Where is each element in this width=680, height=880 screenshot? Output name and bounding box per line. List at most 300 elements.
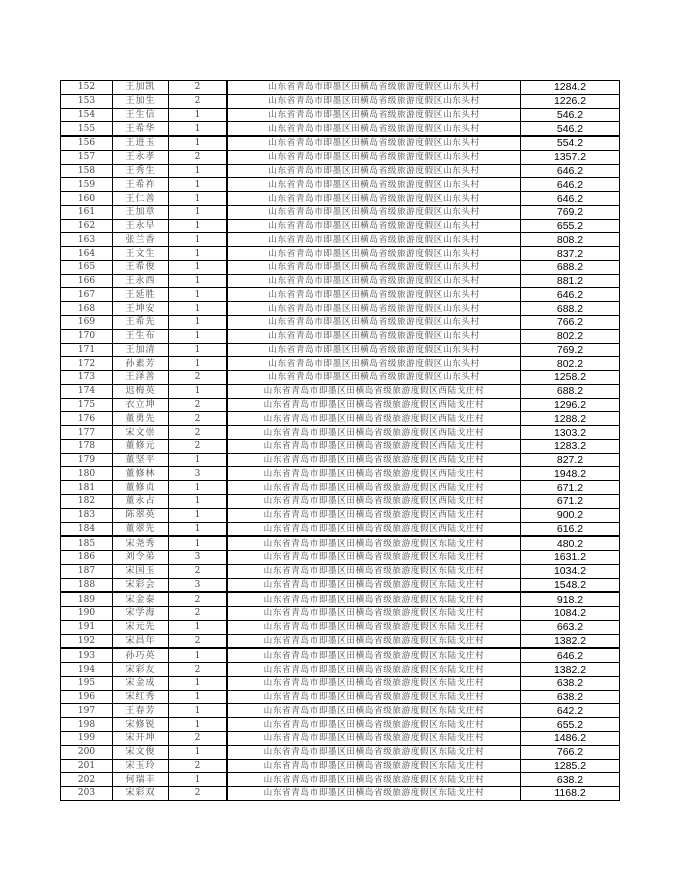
count-cell: 1 [169,648,228,662]
row-number: 169 [61,316,113,330]
table-row [61,247,620,261]
amount-cell: 1284.2 [521,81,620,95]
row-number: 181 [61,481,113,495]
amount-cell: 646.2 [521,648,620,662]
count-cell: 1 [169,260,228,274]
row-number: 193 [61,648,113,662]
name-cell: 王生布 [113,329,169,343]
count-cell: 2 [169,663,228,677]
name-cell: 宋修锐 [113,718,169,732]
row-number: 185 [61,536,113,550]
address-cell: 山东省青岛市即墨区田横岛省级旅游度假区东陆戈庄村 [227,634,521,648]
address-cell: 山东省青岛市即墨区田横岛省级旅游度假区山东头村 [227,302,521,316]
amount-cell: 918.2 [521,592,620,606]
name-cell: 王泽善 [113,371,169,385]
address-cell: 山东省青岛市即墨区田横岛省级旅游度假区山东头村 [227,192,521,206]
row-number: 187 [61,564,113,578]
count-cell: 1 [169,494,228,508]
table-row [61,704,620,718]
count-cell: 1 [169,219,228,233]
amount-cell: 900.2 [521,508,620,522]
table-row [61,481,620,495]
address-cell: 山东省青岛市即墨区田横岛省级旅游度假区西陆戈庄村 [227,508,521,522]
amount-cell: 480.2 [521,536,620,550]
row-number: 152 [61,81,113,95]
name-cell: 张兰香 [113,233,169,247]
table-row [61,357,620,371]
count-cell: 1 [169,453,228,467]
name-cell: 董修元 [113,439,169,453]
amount-cell: 546.2 [521,122,620,136]
name-cell: 王秀生 [113,164,169,178]
table-row [61,508,620,522]
table-row [61,718,620,732]
row-number: 176 [61,412,113,426]
name-cell: 何瑞丰 [113,773,169,787]
count-cell: 1 [169,164,228,178]
table-row [61,731,620,745]
address-cell: 山东省青岛市即墨区田横岛省级旅游度假区东陆戈庄村 [227,551,521,565]
row-number: 156 [61,136,113,150]
row-number: 197 [61,704,113,718]
amount-cell: 638.2 [521,676,620,690]
row-number: 183 [61,508,113,522]
amount-cell: 1226.2 [521,94,620,108]
name-cell: 王加章 [113,205,169,219]
row-number: 164 [61,247,113,261]
count-cell: 2 [169,592,228,606]
count-cell: 2 [169,398,228,412]
amount-cell: 1631.2 [521,551,620,565]
name-cell: 宋彩双 [113,787,169,801]
name-cell: 宋彩会 [113,578,169,592]
name-cell: 王永早 [113,219,169,233]
table-row [61,371,620,385]
address-cell: 山东省青岛市即墨区田横岛省级旅游度假区西陆戈庄村 [227,412,521,426]
name-cell: 宋红秀 [113,690,169,704]
address-cell: 山东省青岛市即墨区田横岛省级旅游度假区山东头村 [227,108,521,122]
amount-cell: 646.2 [521,178,620,192]
count-cell: 3 [169,551,228,565]
amount-cell: 655.2 [521,718,620,732]
name-cell: 王进玉 [113,136,169,150]
address-cell: 山东省青岛市即墨区田横岛省级旅游度假区东陆戈庄村 [227,745,521,759]
amount-cell: 688.2 [521,384,620,398]
address-cell: 山东省青岛市即墨区田横岛省级旅游度假区山东头村 [227,247,521,261]
address-cell: 山东省青岛市即墨区田横岛省级旅游度假区山东头村 [227,178,521,192]
count-cell: 1 [169,343,228,357]
address-cell: 山东省青岛市即墨区田横岛省级旅游度假区西陆戈庄村 [227,426,521,440]
name-cell: 宋国玉 [113,564,169,578]
count-cell: 1 [169,122,228,136]
table-row [61,108,620,122]
address-cell: 山东省青岛市即墨区田横岛省级旅游度假区山东头村 [227,150,521,164]
table-row [61,426,620,440]
amount-cell: 671.2 [521,481,620,495]
amount-cell: 1357.2 [521,150,620,164]
count-cell: 1 [169,690,228,704]
name-cell: 王希先 [113,316,169,330]
name-cell: 陈翠英 [113,508,169,522]
name-cell: 迟梅英 [113,384,169,398]
name-cell: 刘令弟 [113,551,169,565]
table-row [61,773,620,787]
address-cell: 山东省青岛市即墨区田横岛省级旅游度假区东陆戈庄村 [227,731,521,745]
row-number: 162 [61,219,113,233]
address-cell: 山东省青岛市即墨区田横岛省级旅游度假区山东头村 [227,164,521,178]
row-number: 171 [61,343,113,357]
table-row [61,759,620,773]
amount-cell: 1948.2 [521,467,620,481]
address-cell: 山东省青岛市即墨区田横岛省级旅游度假区山东头村 [227,316,521,330]
address-cell: 山东省青岛市即墨区田横岛省级旅游度假区山东头村 [227,357,521,371]
row-number: 184 [61,522,113,536]
amount-cell: 638.2 [521,690,620,704]
row-number: 180 [61,467,113,481]
address-cell: 山东省青岛市即墨区田横岛省级旅游度假区山东头村 [227,122,521,136]
name-cell: 宋元先 [113,620,169,634]
table-row [61,384,620,398]
table-row [61,607,620,621]
table-row [61,551,620,565]
row-number: 173 [61,371,113,385]
count-cell: 1 [169,536,228,550]
address-cell: 山东省青岛市即墨区田横岛省级旅游度假区西陆戈庄村 [227,453,521,467]
table-row [61,676,620,690]
count-cell: 1 [169,481,228,495]
table-row [61,288,620,302]
row-number: 168 [61,302,113,316]
table-row [61,329,620,343]
name-cell: 董修贞 [113,481,169,495]
table-row [61,522,620,536]
name-cell: 王加清 [113,343,169,357]
table-row [61,690,620,704]
count-cell: 2 [169,564,228,578]
name-cell: 王坤安 [113,302,169,316]
row-number: 160 [61,192,113,206]
amount-cell: 646.2 [521,164,620,178]
table-row [61,150,620,164]
amount-cell: 1258.2 [521,371,620,385]
table-row [61,219,620,233]
name-cell: 王希俊 [113,260,169,274]
recipient-table [60,80,620,801]
row-number: 200 [61,745,113,759]
amount-cell: 642.2 [521,704,620,718]
address-cell: 山东省青岛市即墨区田横岛省级旅游度假区山东头村 [227,274,521,288]
amount-cell: 671.2 [521,494,620,508]
table-row [61,302,620,316]
amount-cell: 1288.2 [521,412,620,426]
table-row [61,648,620,662]
row-number: 195 [61,676,113,690]
row-number: 191 [61,620,113,634]
count-cell: 2 [169,607,228,621]
address-cell: 山东省青岛市即墨区田横岛省级旅游度假区西陆戈庄村 [227,439,521,453]
count-cell: 1 [169,288,228,302]
amount-cell: 1034.2 [521,564,620,578]
row-number: 194 [61,663,113,677]
table-row [61,81,620,95]
address-cell: 山东省青岛市即墨区田横岛省级旅游度假区山东头村 [227,81,521,95]
row-number: 177 [61,426,113,440]
count-cell: 1 [169,329,228,343]
table-row [61,620,620,634]
address-cell: 山东省青岛市即墨区田横岛省级旅游度假区东陆戈庄村 [227,676,521,690]
row-number: 155 [61,122,113,136]
name-cell: 王文生 [113,247,169,261]
row-number: 153 [61,94,113,108]
count-cell: 2 [169,426,228,440]
row-number: 167 [61,288,113,302]
row-number: 157 [61,150,113,164]
address-cell: 山东省青岛市即墨区田横岛省级旅游度假区东陆戈庄村 [227,648,521,662]
address-cell: 山东省青岛市即墨区田横岛省级旅游度假区山东头村 [227,233,521,247]
table-row [61,233,620,247]
count-cell: 1 [169,233,228,247]
count-cell: 2 [169,150,228,164]
count-cell: 1 [169,745,228,759]
name-cell: 宋开坤 [113,731,169,745]
amount-cell: 688.2 [521,302,620,316]
amount-cell: 554.2 [521,136,620,150]
count-cell: 1 [169,178,228,192]
table-row [61,398,620,412]
address-cell: 山东省青岛市即墨区田横岛省级旅游度假区东陆戈庄村 [227,578,521,592]
amount-cell: 646.2 [521,288,620,302]
count-cell: 1 [169,620,228,634]
amount-cell: 616.2 [521,522,620,536]
address-cell: 山东省青岛市即墨区田横岛省级旅游度假区东陆戈庄村 [227,663,521,677]
count-cell: 2 [169,439,228,453]
row-number: 175 [61,398,113,412]
row-number: 202 [61,773,113,787]
table-body [61,81,620,801]
address-cell: 山东省青岛市即墨区田横岛省级旅游度假区东陆戈庄村 [227,787,521,801]
name-cell: 王希祚 [113,178,169,192]
row-number: 154 [61,108,113,122]
count-cell: 2 [169,81,228,95]
table-row [61,634,620,648]
row-number: 166 [61,274,113,288]
amount-cell: 881.2 [521,274,620,288]
row-number: 188 [61,578,113,592]
address-cell: 山东省青岛市即墨区田横岛省级旅游度假区西陆戈庄村 [227,494,521,508]
address-cell: 山东省青岛市即墨区田横岛省级旅游度假区山东头村 [227,219,521,233]
row-number: 172 [61,357,113,371]
amount-cell: 1548.2 [521,578,620,592]
table-row [61,274,620,288]
table-row [61,192,620,206]
amount-cell: 766.2 [521,316,620,330]
row-number: 158 [61,164,113,178]
table-row [61,745,620,759]
address-cell: 山东省青岛市即墨区田横岛省级旅游度假区西陆戈庄村 [227,481,521,495]
table-row [61,316,620,330]
table-row [61,467,620,481]
address-cell: 山东省青岛市即墨区田横岛省级旅游度假区东陆戈庄村 [227,759,521,773]
address-cell: 山东省青岛市即墨区田横岛省级旅游度假区山东头村 [227,260,521,274]
count-cell: 1 [169,384,228,398]
count-cell: 1 [169,108,228,122]
row-number: 159 [61,178,113,192]
table-row [61,453,620,467]
count-cell: 2 [169,634,228,648]
table-row [61,494,620,508]
table-row [61,260,620,274]
count-cell: 1 [169,508,228,522]
name-cell: 宋文俊 [113,745,169,759]
count-cell: 2 [169,94,228,108]
count-cell: 2 [169,787,228,801]
address-cell: 山东省青岛市即墨区田横岛省级旅游度假区东陆戈庄村 [227,773,521,787]
table-row [61,122,620,136]
table-row [61,205,620,219]
address-cell: 山东省青岛市即墨区田横岛省级旅游度假区东陆戈庄村 [227,536,521,550]
name-cell: 王希华 [113,122,169,136]
address-cell: 山东省青岛市即墨区田横岛省级旅游度假区山东头村 [227,343,521,357]
name-cell: 宋金泰 [113,592,169,606]
amount-cell: 802.2 [521,357,620,371]
address-cell: 山东省青岛市即墨区田横岛省级旅游度假区东陆戈庄村 [227,592,521,606]
amount-cell: 802.2 [521,329,620,343]
count-cell: 1 [169,192,228,206]
amount-cell: 546.2 [521,108,620,122]
table-row [61,412,620,426]
row-number: 161 [61,205,113,219]
table-row [61,578,620,592]
amount-cell: 766.2 [521,745,620,759]
address-cell: 山东省青岛市即墨区田横岛省级旅游度假区山东头村 [227,371,521,385]
row-number: 192 [61,634,113,648]
count-cell: 1 [169,718,228,732]
table-row [61,343,620,357]
table-row [61,592,620,606]
amount-cell: 769.2 [521,205,620,219]
count-cell: 1 [169,274,228,288]
name-cell: 宋文崇 [113,426,169,440]
amount-cell: 1168.2 [521,787,620,801]
address-cell: 山东省青岛市即墨区田横岛省级旅游度假区东陆戈庄村 [227,620,521,634]
name-cell: 宋尧秀 [113,536,169,550]
count-cell: 3 [169,467,228,481]
table-row [61,564,620,578]
row-number: 178 [61,439,113,453]
name-cell: 孙素芳 [113,357,169,371]
address-cell: 山东省青岛市即墨区田横岛省级旅游度假区东陆戈庄村 [227,564,521,578]
row-number: 163 [61,233,113,247]
count-cell: 1 [169,302,228,316]
row-number: 179 [61,453,113,467]
address-cell: 山东省青岛市即墨区田横岛省级旅游度假区西陆戈庄村 [227,398,521,412]
count-cell: 1 [169,247,228,261]
row-number: 203 [61,787,113,801]
name-cell: 董翠先 [113,522,169,536]
amount-cell: 655.2 [521,219,620,233]
row-number: 186 [61,551,113,565]
amount-cell: 808.2 [521,233,620,247]
amount-cell: 1382.2 [521,634,620,648]
name-cell: 董修林 [113,467,169,481]
table-row [61,136,620,150]
address-cell: 山东省青岛市即墨区田横岛省级旅游度假区西陆戈庄村 [227,467,521,481]
address-cell: 山东省青岛市即墨区田横岛省级旅游度假区山东头村 [227,288,521,302]
count-cell: 1 [169,205,228,219]
count-cell: 1 [169,522,228,536]
address-cell: 山东省青岛市即墨区田横岛省级旅游度假区东陆戈庄村 [227,718,521,732]
amount-cell: 1084.2 [521,607,620,621]
amount-cell: 1296.2 [521,398,620,412]
name-cell: 王永孝 [113,150,169,164]
name-cell: 宋昌年 [113,634,169,648]
row-number: 189 [61,592,113,606]
name-cell: 董永占 [113,494,169,508]
address-cell: 山东省青岛市即墨区田横岛省级旅游度假区山东头村 [227,136,521,150]
count-cell: 1 [169,773,228,787]
amount-cell: 646.2 [521,192,620,206]
amount-cell: 769.2 [521,343,620,357]
amount-cell: 688.2 [521,260,620,274]
count-cell: 2 [169,731,228,745]
address-cell: 山东省青岛市即墨区田横岛省级旅游度假区山东头村 [227,205,521,219]
amount-cell: 638.2 [521,773,620,787]
name-cell: 宋学海 [113,607,169,621]
table-row [61,164,620,178]
address-cell: 山东省青岛市即墨区田横岛省级旅游度假区山东头村 [227,94,521,108]
name-cell: 董坚平 [113,453,169,467]
table-row [61,787,620,801]
amount-cell: 1303.2 [521,426,620,440]
table-row [61,663,620,677]
name-cell: 王仁善 [113,192,169,206]
name-cell: 董勇先 [113,412,169,426]
name-cell: 王永西 [113,274,169,288]
amount-cell: 1283.2 [521,439,620,453]
name-cell: 宋金成 [113,676,169,690]
count-cell: 2 [169,412,228,426]
row-number: 199 [61,731,113,745]
name-cell: 衣立坤 [113,398,169,412]
table-row [61,178,620,192]
amount-cell: 1285.2 [521,759,620,773]
row-number: 182 [61,494,113,508]
amount-cell: 663.2 [521,620,620,634]
count-cell: 1 [169,136,228,150]
count-cell: 1 [169,704,228,718]
address-cell: 山东省青岛市即墨区田横岛省级旅游度假区山东头村 [227,329,521,343]
address-cell: 山东省青岛市即墨区田横岛省级旅游度假区东陆戈庄村 [227,690,521,704]
table-row [61,536,620,550]
amount-cell: 827.2 [521,453,620,467]
name-cell: 宋彩友 [113,663,169,677]
name-cell: 王加生 [113,94,169,108]
count-cell: 2 [169,371,228,385]
count-cell: 1 [169,316,228,330]
count-cell: 1 [169,357,228,371]
address-cell: 山东省青岛市即墨区田横岛省级旅游度假区东陆戈庄村 [227,607,521,621]
address-cell: 山东省青岛市即墨区田横岛省级旅游度假区西陆戈庄村 [227,384,521,398]
table-row [61,439,620,453]
name-cell: 王春芳 [113,704,169,718]
name-cell: 王加凯 [113,81,169,95]
table-row [61,94,620,108]
amount-cell: 1382.2 [521,663,620,677]
name-cell: 王延胜 [113,288,169,302]
count-cell: 3 [169,578,228,592]
address-cell: 山东省青岛市即墨区田横岛省级旅游度假区东陆戈庄村 [227,704,521,718]
row-number: 170 [61,329,113,343]
